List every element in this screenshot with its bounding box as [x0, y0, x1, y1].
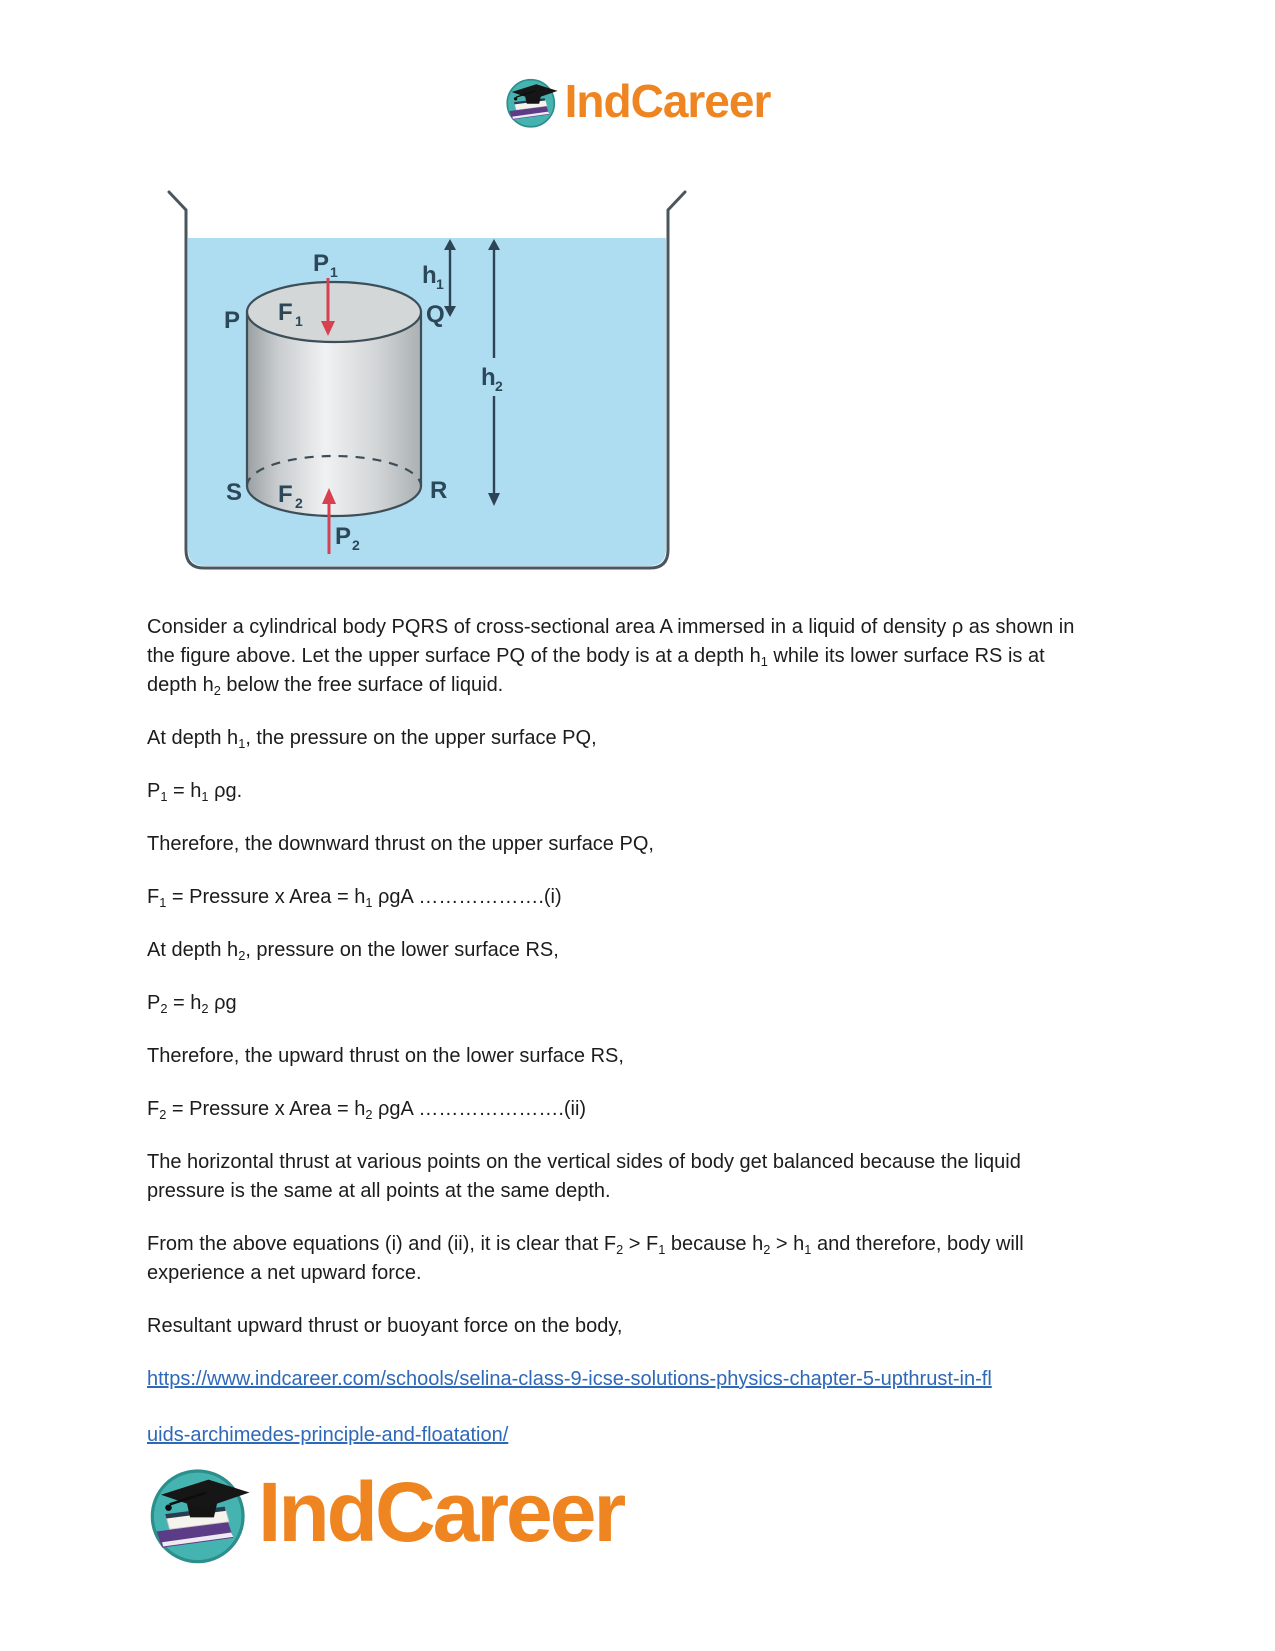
label-r: R	[430, 477, 448, 504]
svg-text:2: 2	[495, 378, 503, 394]
svg-text:h: h	[422, 262, 437, 289]
equation: $P_2 = h_2$ ρg	[147, 992, 237, 1016]
label-p: P	[223, 307, 240, 334]
equation: $F_1$ = Pressure x Area = $h_1$ ρgA ……………….(i)	[147, 886, 562, 910]
source-url-line-2[interactable]: uids-archimedes-principle-and-floatation/	[147, 1424, 509, 1446]
graduation-cap-books-icon	[148, 1460, 256, 1564]
svg-text:2: 2	[295, 495, 303, 511]
svg-text:F: F	[278, 299, 293, 326]
physics-figure	[150, 170, 690, 574]
equation: $P_1 = h_1$ ρg.	[147, 780, 243, 804]
svg-text:h: h	[481, 364, 496, 391]
svg-text:F: F	[278, 481, 293, 508]
cylinder-top-face	[247, 282, 421, 342]
graduation-cap-books-icon	[505, 74, 561, 128]
footer-logo	[148, 1460, 623, 1564]
svg-text:1: 1	[436, 276, 444, 292]
paragraph: At depth $h_1$, the pressure on the upper surface PQ,	[147, 727, 597, 751]
svg-text:P: P	[313, 250, 330, 277]
beaker-cylinder-diagram	[150, 170, 690, 574]
header-logo	[0, 74, 1275, 128]
paragraph: From the above equations (i) and (ii), it is clear that $F_2 > F_1$ because $h_2 > h_1$ and therefore, body will experience a net upward force.	[147, 1233, 1024, 1284]
label-s: S	[225, 479, 242, 506]
paragraph: At depth $h_2$, pressure on the lower surface RS,	[147, 939, 559, 963]
svg-text:2: 2	[352, 537, 360, 553]
paragraph: Resultant upward thrust or buoyant force on the body,	[147, 1315, 623, 1337]
brand-name: IndCareer	[258, 1464, 624, 1559]
paragraph: Therefore, the downward thrust on the upper surface PQ,	[147, 833, 654, 855]
source-link-block	[147, 1365, 1077, 1450]
label-q: Q	[426, 301, 445, 328]
svg-text:P: P	[335, 523, 352, 550]
svg-text:1: 1	[295, 313, 303, 329]
source-url-link[interactable]	[147, 1365, 1077, 1450]
source-url-line-1[interactable]: https://www.indcareer.com/schools/selina-class-9-icse-solutions-physics-chapter-5-upthrust-in-fl	[147, 1368, 992, 1390]
paragraph: Therefore, the upward thrust on the lower surface RS,	[147, 1045, 624, 1067]
equation: $F_2$ = Pressure x Area = $h_2$ ρgA ………………….(ii)	[147, 1098, 587, 1122]
paragraph: Consider a cylindrical body PQRS of cross-sectional area A immersed in a liquid of density ρ as shown in the figure above. Let the upper surface PQ of the body is at a depth $h_1$ while its lower surface RS is at depth $h_2$ below the free surface of liquid.	[147, 616, 1075, 698]
svg-text:1: 1	[330, 264, 338, 280]
article-body	[147, 613, 1077, 1450]
paragraph: The horizontal thrust at various points on the vertical sides of body get balanced because the liquid pressure is the same at all points at the same depth.	[147, 1151, 1021, 1202]
brand-name: IndCareer	[564, 75, 771, 127]
